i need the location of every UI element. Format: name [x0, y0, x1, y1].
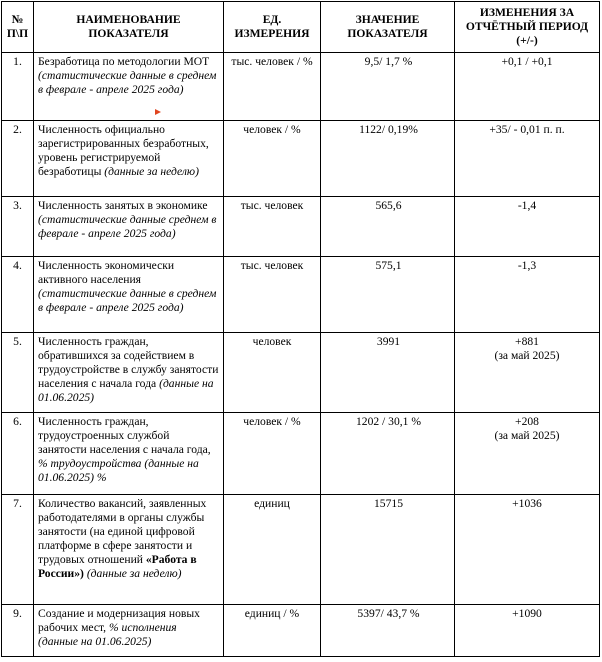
row-value: 5397/ 43,7 %: [321, 605, 455, 657]
row-value: 15715: [321, 495, 455, 605]
row-change-note: (за май 2025): [494, 349, 560, 362]
row-name-text: Численность граждан, обратившихся за содействием в трудоустройстве в службу занятости населения с начала года: [38, 335, 219, 390]
header-unit: ЕД. ИЗМЕРЕНИЯ: [224, 2, 321, 53]
row-unit: человек / %: [224, 121, 321, 197]
table-row: [2, 197, 600, 257]
row-num: 4.: [2, 257, 34, 333]
row-unit: единиц / %: [224, 605, 321, 657]
row-name: [34, 121, 224, 197]
row-value: 565,6: [321, 197, 455, 257]
row-name-text: Численность занятых в экономике: [38, 199, 208, 212]
row-num: 6.: [2, 413, 34, 495]
row-value: 575,1: [321, 257, 455, 333]
row-name-text: Численность граждан, трудоустроенных службой занятости населения с начала года,: [38, 415, 211, 456]
row-name: [34, 257, 224, 333]
row-change-value: -1,4: [517, 199, 537, 212]
row-change-note: (за май 2025): [494, 429, 560, 442]
row-num: 3.: [2, 197, 34, 257]
row-num: 9.: [2, 605, 34, 657]
row-change-value: +208: [515, 415, 539, 428]
row-num: 5.: [2, 333, 34, 413]
row-change-value: +35/ - 0,01 п. п.: [489, 123, 565, 136]
row-unit: тыс. человек / %: [224, 53, 321, 121]
row-name-note: (статистические данные в среднем в феврале - апреле 2025 года): [38, 69, 217, 96]
row-unit: тыс. человек: [224, 257, 321, 333]
row-name-text: Создание и модернизация новых рабочих мест,: [38, 607, 200, 634]
row-name: [34, 333, 224, 413]
row-change: [455, 197, 600, 257]
row-unit: единиц: [224, 495, 321, 605]
row-name-note: % исполнения (данные на 01.06.2025): [38, 621, 177, 648]
row-name-text: Численность экономически активного населения: [38, 259, 175, 286]
row-change: [455, 53, 600, 121]
row-value: 3991: [321, 333, 455, 413]
row-name: [34, 53, 224, 121]
table-row: [2, 121, 600, 197]
row-change-value: +0,1 / +0,1: [501, 55, 553, 68]
row-name-note: (данные за неделю): [86, 567, 182, 580]
row-unit: человек: [224, 333, 321, 413]
table-row: [2, 413, 600, 495]
header-num: № П\П: [2, 2, 34, 53]
header-value: ЗНАЧЕНИЕ ПОКАЗАТЕЛЯ: [321, 2, 455, 53]
row-name-text: Численность официально зарегистрированных безработных, уровень регистрируемой безработицы: [38, 123, 209, 178]
table-header-row: [2, 2, 600, 53]
row-change: [455, 121, 600, 197]
row-change: [455, 605, 600, 657]
row-change-value: +1036: [512, 497, 542, 510]
table-row: [2, 495, 600, 605]
row-unit: тыс. человек: [224, 197, 321, 257]
row-name: [34, 495, 224, 605]
row-change: [455, 495, 600, 605]
row-value: 9,5/ 1,7 %: [321, 53, 455, 121]
pointer-cursor-icon: [155, 109, 161, 115]
row-name-note: (данные за неделю): [104, 165, 199, 178]
row-change-value: +1090: [512, 607, 542, 620]
row-change: [455, 413, 600, 495]
header-name: НАИМЕНОВАНИЕ ПОКАЗАТЕЛЯ: [34, 2, 224, 53]
row-name-text: Количество вакансий, заявленных работодателями в органы службы занятости (на единой цифровой платформе в сфере занятости и трудовых отношений: [38, 497, 207, 566]
row-name-note: (данные на 01.06.2025): [38, 377, 214, 404]
row-change-value: +881: [515, 335, 539, 348]
row-name-note: (статистические данные в среднем в феврале - апреле 2025 года): [38, 287, 217, 314]
row-num: 1.: [2, 53, 34, 121]
row-unit: человек / %: [224, 413, 321, 495]
row-name-note: % трудоустройства (данные на 01.06.2025) %: [38, 457, 199, 484]
row-name: [34, 197, 224, 257]
table-row: [2, 53, 600, 121]
row-num: 7.: [2, 495, 34, 605]
row-change-value: -1,3: [517, 259, 537, 272]
row-value: 1122/ 0,19%: [321, 121, 455, 197]
row-name-bold: «Работа в России»): [38, 553, 197, 580]
row-name-note: (статистические данные среднем в феврале - апреле 2025 года): [38, 213, 217, 240]
indicators-table: [1, 1, 600, 657]
row-num: 2.: [2, 121, 34, 197]
row-value: 1202 / 30,1 %: [321, 413, 455, 495]
table-row: [2, 333, 600, 413]
row-name: [34, 605, 224, 657]
header-change: ИЗМЕНЕНИЯ ЗА ОТЧЁТНЫЙ ПЕРИОД (+/-): [455, 2, 600, 53]
row-change: [455, 257, 600, 333]
row-name: [34, 413, 224, 495]
table-row: [2, 257, 600, 333]
row-change: [455, 333, 600, 413]
table-row: [2, 605, 600, 657]
row-name-text: Безработица по методологии МОТ: [38, 55, 210, 68]
